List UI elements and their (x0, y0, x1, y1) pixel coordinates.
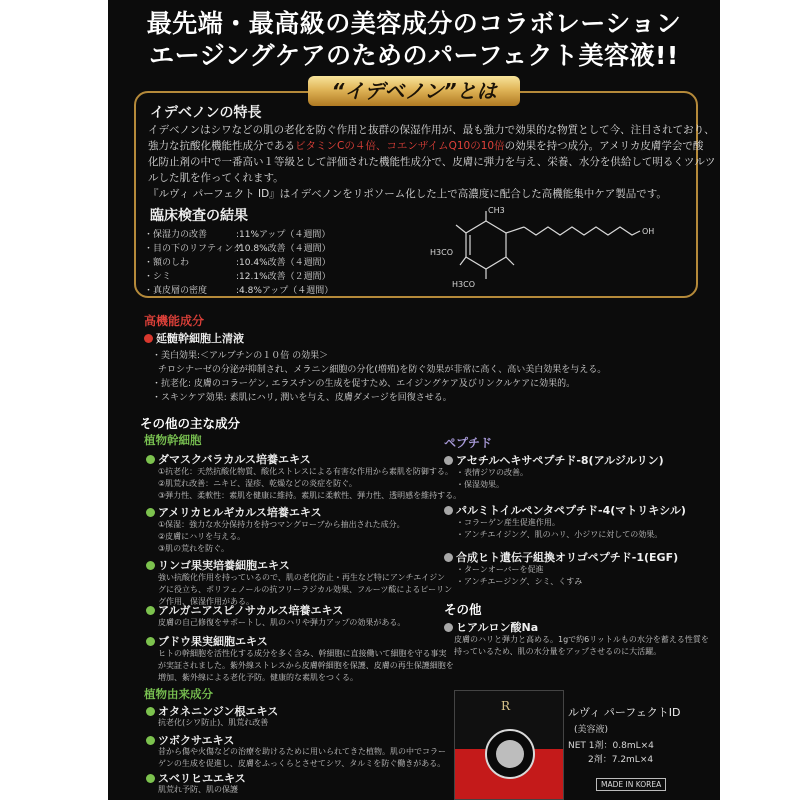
plant-stem-item-3-line-2: グに役立ち、ポリフェノールの抗フリーラジカル効果、フルーツ酸によるピーリン (158, 585, 453, 594)
green-bullet-icon (146, 606, 155, 615)
plant-stem-item-4-line-1: 皮膚の自己修復をサポートし、肌のハリや弾力アップの効果がある。 (158, 618, 406, 627)
plant-origin-item-1-line-1: 抗老化(シワ防止)、肌荒れ改善 (158, 718, 269, 727)
high-function-item: 延髄幹細胞上清液 (144, 330, 244, 346)
plant-stem-item-2-line-2: ②皮膚にハリを与える。 (158, 532, 246, 541)
peptide-item-1: アセチルヘキサペプチド-8(アルジルリン) (444, 452, 664, 468)
brand-logo: R (501, 699, 511, 713)
product-type: (美容液) (574, 725, 609, 735)
high-function-line-2: チロシナーゼの分泌が抑制され、メラニン細胞の分化(増殖)を防ぐ効果が非常に高く、高い美白効果を与える。 (158, 365, 607, 375)
gray-bullet-icon (444, 456, 453, 465)
clinical-title: 臨床検査の結果 (150, 208, 248, 224)
peptide-item-1-line-1: ・表情ジワの改善。 (456, 468, 528, 477)
plant-stem-item-2-line-1: ①保湿：強力な水分保持力を持つマングローブから抽出された成分。 (158, 520, 405, 529)
desc-line-3: 化防止剤の中で一番高い１等級として評価された機能性成分で、皮膚に弾力を与え、栄養、水分を供給して明るくツルツ (148, 156, 716, 168)
peptides-title: ペプチド (444, 436, 493, 450)
peptide-item-3: 合成ヒト遺伝子組換オリゴペプチド-1(EGF) (444, 549, 678, 565)
peptide-item-2-line-1: ・コラーゲン産生促進作用。 (456, 518, 560, 527)
molecule-h3co-label-2: H3CO (452, 280, 475, 289)
plant-origin-item-1: オタネニンジン根エキス (146, 703, 278, 719)
clinical-result-3: :10.4%改善（４週間） (236, 258, 331, 268)
desc-line-5: 『ルヴィ パーフェクト ID』はイデベノンをリポソーム化した上で高濃度に配合した高機能集中ケア製品です。 (148, 188, 667, 200)
headline-line-1: 最先端・最高級の美容成分のコラボレーション (146, 9, 682, 38)
product-image (454, 690, 564, 800)
gray-bullet-icon (444, 623, 453, 632)
green-bullet-icon (146, 508, 155, 517)
features-title: イデベノンの特長 (150, 105, 262, 121)
plant-stem-item-5-line-1: ヒトの幹細胞を活性化する成分を多く含み、幹細胞に直接働いて細胞を守る事実 (158, 649, 447, 658)
clinical-item-2: ・目の下のリフティング (144, 244, 243, 254)
plant-stem-item-1-line-2: ②肌荒れ改善：ニキビ、湿疹、乾燥などの炎症を防ぐ。 (158, 479, 357, 488)
clinical-item-1: ・保湿力の改善 (144, 230, 208, 240)
plant-stem-item-3: リンゴ果実培養細胞エキス (146, 557, 290, 573)
others-item: ヒアルロン酸Na (444, 619, 538, 635)
other-ingredients-title: その他の主な成分 (140, 416, 241, 431)
plant-origin-item-2: ツボクサエキス (146, 732, 234, 748)
plant-stem-item-2: アメリカヒルギカルス培養エキス (146, 504, 322, 520)
plant-stem-item-5-line-3: 増加、紫外線による老化予防。健康的な素肌をつくる。 (158, 673, 358, 682)
plant-stem-item-4: アルガニアスピノサカルス培養エキス (146, 602, 343, 618)
molecule-ch3-label: CH3 (488, 206, 505, 215)
green-bullet-icon (146, 736, 155, 745)
gray-bullet-icon (444, 553, 453, 562)
plant-stem-item-5: ブドウ果実細胞エキス (146, 633, 268, 649)
red-bullet-icon (144, 334, 153, 343)
plant-stem-item-3-line-3: グ作用、保湿作用がある。 (158, 597, 254, 606)
clinical-result-1: :11%アップ（４週間） (236, 230, 331, 240)
infographic-panel (108, 0, 720, 800)
plant-stem-title: 植物幹細胞 (144, 433, 202, 447)
product-net-line-1: NET 1剤：0.8mL×4 (568, 741, 654, 751)
clinical-item-3: ・額のしわ (144, 258, 190, 268)
product-disc (485, 729, 535, 779)
high-function-line-1: ・美白効果:＜アルブチンの１０倍 の効果＞ (152, 351, 329, 361)
gray-bullet-icon (444, 506, 453, 515)
product-net-line-2: 2剤：7.2mL×4 (588, 755, 654, 765)
green-bullet-icon (146, 707, 155, 716)
plant-origin-item-2-line-1: 昔から傷や火傷などの治療を助けるために用いられてきた植物。肌の中でコラー (158, 747, 446, 756)
molecule-h3co-label-1: H3CO (430, 248, 453, 257)
green-bullet-icon (146, 455, 155, 464)
high-function-line-4: ・スキンケア効果: 素肌にハリ, 潤いを与え、皮膚ダメージを回復させる。 (152, 393, 452, 403)
headline-line-2: エージングケアのためのパーフェクト美容液!! (149, 41, 679, 70)
molecule-emblem-icon (496, 740, 524, 768)
green-bullet-icon (146, 561, 155, 570)
others-title: その他 (444, 602, 482, 617)
peptide-item-2-line-2: ・アンチエイジング、肌のハリ、小ジワに対しての効果。 (456, 530, 663, 539)
plant-origin-item-3-line-1: 肌荒れ予防、肌の保護 (158, 785, 238, 794)
high-function-line-3: ・抗老化: 皮膚のコラーゲン, エラスチンの生成を促すため、エイジングケア及びリンクルケアに効果的。 (152, 379, 576, 389)
green-bullet-icon (146, 637, 155, 646)
molecule-oh-label: OH (642, 227, 655, 236)
desc-line-4: ルした肌を作ってくれます。 (148, 172, 284, 184)
clinical-item-4: ・シミ (144, 272, 172, 282)
others-line-1: 皮膚のハリと弾力と高める。1gで約6リットルもの水分を蓄える性質を (454, 635, 709, 644)
plant-stem-item-1: ダマスクバラカルス培養エキス (146, 451, 311, 467)
peptide-item-1-line-2: ・保湿効果。 (456, 480, 504, 489)
plant-stem-item-5-line-2: が実証されました。紫外線ストレスから皮膚幹細胞を保護、皮膚の再生保護細胞を (158, 661, 454, 670)
others-line-2: 持っているため、肌の水分量をアップさせるのに大活躍。 (454, 647, 662, 656)
peptide-item-3-line-1: ・ターンオーバーを促進 (456, 565, 544, 574)
desc-line-1: イデベノンはシワなどの肌の老化を防ぐ作用と抜群の保湿作用が、最も強力で効果的な物質として今、注目されており、 (148, 124, 715, 136)
clinical-result-5: :4.8%アップ（４週間） (236, 286, 334, 296)
plant-origin-title: 植物由来成分 (144, 687, 213, 701)
product-name: ルヴィ パーフェクトID (568, 706, 681, 719)
plant-stem-item-1-line-1: ①抗老化：天然抗酸化物質、酸化ストレスによる有害な作用から素肌を防御する。 (158, 467, 453, 476)
plant-stem-item-1-line-3: ③弾力性、柔軟性：素肌を健康に維持。素肌に柔軟性、弾力性、透明感を維持する。 (158, 491, 462, 500)
idebenone-banner: “イデベノン”とは (308, 76, 520, 106)
green-bullet-icon (146, 774, 155, 783)
idebenone-molecule (426, 205, 676, 291)
peptide-item-3-line-2: ・アンチエージング、シミ、くすみ (456, 577, 583, 586)
plant-origin-item-2-line-2: ゲンの生成を促進し、皮膚をふっくらとさせてシワ、タルミを防ぐ働きがある。 (158, 759, 446, 768)
desc-line-2: 強力な抗酸化機能性成分であるビタミンCの４倍、コエンザイムQ10の10倍の効果を持つ成分。アメリカ皮膚学会で酸 (148, 140, 704, 152)
made-in-badge: MADE IN KOREA (596, 778, 666, 791)
plant-origin-item-3: スベリヒユエキス (146, 770, 246, 786)
plant-stem-item-2-line-3: ③肌の荒れを防ぐ。 (158, 544, 230, 553)
clinical-item-5: ・真皮層の密度 (144, 286, 208, 296)
clinical-result-2: :10.8%改善（４週間） (236, 244, 331, 254)
peptide-item-2: パルミトイルペンタペプチド-4(マトリキシル) (444, 502, 686, 518)
high-function-title: 高機能成分 (144, 314, 205, 328)
clinical-result-4: :12.1%改善（２週間） (236, 272, 331, 282)
plant-stem-item-3-line-1: 強い抗酸化作用を持っているので、肌の老化防止・再生など特にアンチエイジン (158, 573, 445, 582)
